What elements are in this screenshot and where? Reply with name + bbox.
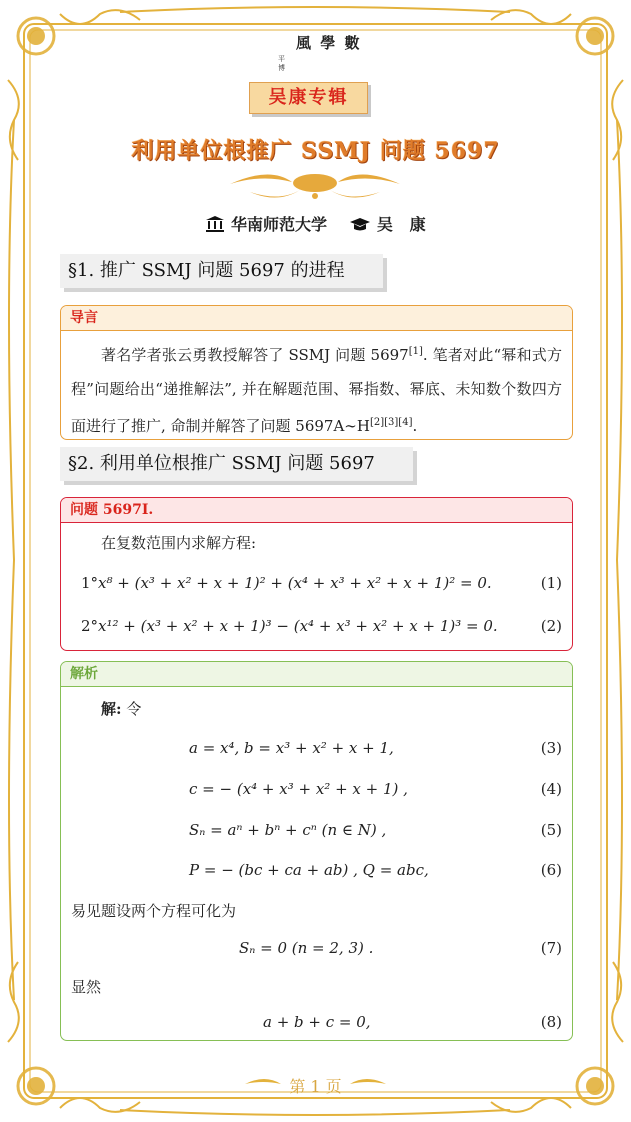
stamp: 平 博 — [278, 55, 285, 72]
intro-text: 著名学者张云勇教授解答了 SSMJ 问题 5697[1]. 笔者对此“幂和式方程”问题给出“递推解法”, 并在解题范围、幂指数、幂底、未知数个数四方面进行了推广, 命制并解答了问题 5697A∼H[2][3][4]. — [71, 346, 562, 435]
analysis-line-a: 易见题设两个方程可化为 — [71, 902, 237, 920]
intro-box — [60, 305, 573, 440]
analysis-box: 解析 解: 令 a = x⁴, b = x³ + x² + x + 1, (3) c = − (x⁴ + x³ + x² + x + 1) , (4) Sₙ = aⁿ + bⁿ + cⁿ (n ∈ N) , (5) P = − (bc + ca + ab) , Q = abc, (6) 易见题设两个方程可化为 Sₙ = 0 (n = 2, 3) . (7) 显然 a + b + c = 0, (8) — [60, 661, 573, 1041]
intro-label: 导言 — [61, 306, 572, 331]
citation-1[interactable]: [1] — [408, 346, 423, 357]
analysis-label: 解析 — [61, 662, 572, 687]
author-name: 吴 康 — [376, 215, 426, 234]
graduation-cap-icon — [349, 217, 371, 237]
article-title: 利用单位根推广 SSMJ 问题 5697 — [131, 138, 500, 164]
brand-logo: 風 學 數 — [296, 34, 362, 52]
title-ornament-icon — [230, 174, 400, 199]
page-number: 第 1 页 — [289, 1077, 342, 1096]
problem-box: 问题 5697I. 在复数范围内求解方程: 1°x⁸ + (x³ + x² + x + 1)² + (x⁴ + x³ + x² + x + 1)² = 0. (1) 2°x¹² + (x³ + x² + x + 1)³ − (x⁴ + x³ + x² + x + 1)³ = 0. (2) — [60, 497, 573, 651]
university-name: 华南师范大学 — [230, 215, 327, 234]
section-heading-2: §2. 利用单位根推广 SSMJ 问题 5697 — [60, 447, 413, 481]
column-badge: 吴康专辑 — [249, 82, 368, 114]
university-icon — [205, 215, 225, 237]
section-heading-1: §1. 推广 SSMJ 问题 5697 的进程 — [60, 254, 383, 288]
citation-2-4[interactable]: [2][3][4] — [369, 417, 413, 428]
analysis-line-b: 显然 — [71, 978, 102, 996]
author-line — [0, 212, 631, 237]
problem-statement: 在复数范围内求解方程: — [101, 534, 257, 552]
solve-line: 解: 令 — [101, 700, 142, 718]
problem-label: 问题 5697I. — [61, 498, 572, 523]
